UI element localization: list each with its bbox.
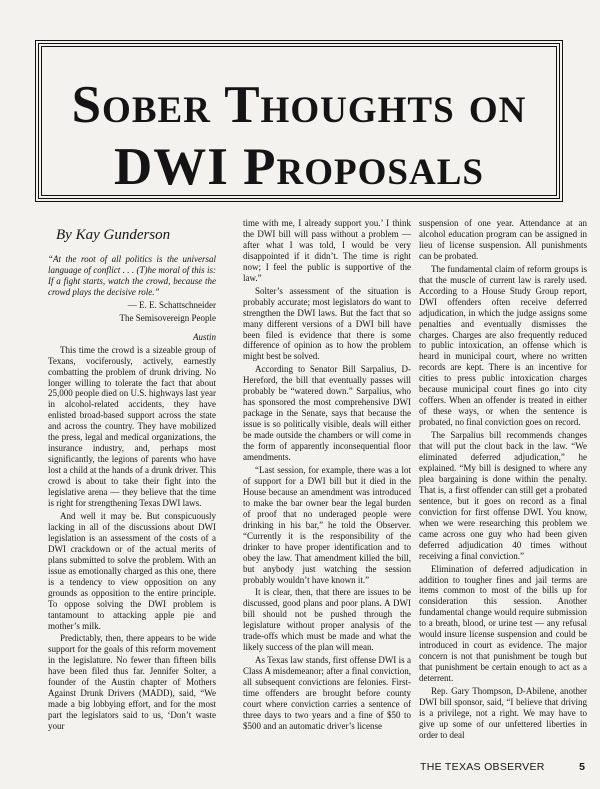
paragraph: This time the crowd is a sizeable group of Texans, vociferously, actively, earnestly combatting the problem of drunk driving. No longer willing to tolerate the fact that about 25,000 people died on U.S. highways last year in alcohol-related accidents, they have enlisted broad-based support across the state and across the country. They have mobilized the press, legal and medical organizations, the insurance industry, and, perhaps most significantly, the legions of parents who have lost a child at the hands of a drunk driver. This crowd is about to take their fight into the legislative arena — they believe that the time is right for strengthening Texas DWI laws. xyxy=(48,344,216,509)
headline-line-1: Sober Thoughts on xyxy=(71,76,527,134)
paragraph: As Texas law stands, first offense DWI is a Class A misdemeanor; after a final conviction, all subsequent convictions are felonies. First-time offenders are brought before county court where conviction carries a sentence of three days to two years and a fine of $50 to $500 and an automatic driver’s license xyxy=(243,655,411,731)
epigraph-author: — E. E. Schattschneider xyxy=(127,299,216,310)
paragraph: It is clear, then, that there are issues to be discussed, good plans and poor plans. A DWI bill should not be pushed through the legislature without proper analysis of the trade-offs which must be made and what the likely success of the plan will mean. xyxy=(243,587,411,653)
paragraph: The fundamental claim of reform groups is that the muscle of current law is rarely used. According to a House Study Group report, DWI offenders often receive deferred adjudication, in which the judge assigns some penalties and eventually dismisses the charges. Charges are also frequently reduced to public intoxication, an offense which is heard in municipal court, where no written records are kept. There is an incentive for cities to press public intoxication charges because municipal court fines go into city coffers. When an offender is treated in either of these ways, or when the sentence is probated, no final conviction goes on record. xyxy=(419,263,587,428)
column-1 xyxy=(48,222,216,734)
byline: By Kay Gunderson xyxy=(56,227,171,243)
paragraph: time with me, I already support you.’ I think the DWI bill will pass without a problem — after what I was told, I would be very disappointed if it didn’t. The time is right now; I feel the public is supportive of the law.” xyxy=(243,218,411,283)
epigraph-quote: “At the root of all politics is the universal language of conflict . . . (T)he moral of this is: If a fight starts, watch the crowd, because the crowd plays the decisive role.” xyxy=(48,254,216,297)
epigraph-source: The Semisovereign People xyxy=(119,312,216,323)
headline-line-2: DWI Proposals xyxy=(114,138,484,196)
publication-name: THE TEXAS OBSERVER xyxy=(420,761,545,773)
page-footer xyxy=(420,761,585,773)
paragraph: suspension of one year. Attendance at an alcohol education program can be assigned in lieu of license suspension. All punishments can be probated. xyxy=(419,218,587,261)
paragraph: Elimination of deferred adjudication in addition to tougher fines and jail terms are items common to most of the bills up for consideration this session. Another fundamental change would require submission to a breath, blood, or urine test — any refusal would insure license suspension and could be introduced in court as evidence. The major concern is not that punishment be tough but that punishment be certain enough to act as a deterrent. xyxy=(419,563,587,684)
title-box xyxy=(38,43,560,199)
dateline: Austin xyxy=(192,331,216,342)
paragraph: “Last session, for example, there was a lot of support for a DWI bill but it died in the House because an amendment was introduced to make the bar owner bear the legal burden of proof that no underaged people were drinking in his bar,” he told the Observer. “Currently it is the responsibility of the drinker to have proper identification and to obey the law. That amendment killed the bill, but anybody just watching the session probably wouldn’t have known it.” xyxy=(243,464,411,585)
column-2 xyxy=(243,218,411,734)
paragraph: Solter’s assessment of the situation is probably accurate; most legislators do want to strengthen the DWI laws. But the fact that so many different versions of a DWI bill have been filed is evidence that there is some difference of opinion as to how the problem might best be solved. xyxy=(243,285,411,362)
paragraph: The Sarpalius bill recommends changes that will put the clout back in the law. “We eliminated deferred adjudication,” he explained. “My bill is designed to where any plea bargaining is done within the penalty. That is, a first offender can still get a probated sentence, but it goes on record as a final conviction for first offense DWI. You know, when we were researching this problem we came across one guy who had been given deferred adjudication 40 times without receiving a final conviction.” xyxy=(419,430,587,561)
page-number: 5 xyxy=(579,761,585,773)
paragraph: And well it may be. But conspicuously lacking in all of the discussions about DWI legislation is an assessment of the costs of a DWI crackdown or of the actual merits of plans submitted to solve the problem. With an issue as emotionally charged as this one, there is a tendency to view opposition on any grounds as opposition to the entire principle. To oppose solving the DWI problem is tantamount to attacking apple pie and mother’s milk. xyxy=(48,510,216,631)
column-3 xyxy=(419,218,587,743)
paragraph: According to Senator Bill Sarpalius, D-Hereford, the bill that eventually passes will probably be “watered down.” Sarpalius, who has sponsored the most comprehensive DWI package in the Senate, says that because the issue is so politically visible, deals will either be made outside the chambers or will come in the form of apparently inconsequential floor amendments. xyxy=(243,364,411,463)
paragraph: Predictably, then, there appears to be wide support for the goals of this reform movement in the legislature. No fewer than fifteen bills have been filed thus far. Jennifer Solter, a founder of the Austin chapter of Mothers Against Drunk Drivers (MADD), said, “We made a big lobbying effort, and for the most part the legislators said to us, ‘Don’t waste your xyxy=(48,633,216,732)
paragraph: Rep. Gary Thompson, D-Abilene, another DWI bill sponsor, said, “I believe that driving is a privilege, not a right. We may have to give up some of our unfettered liberties in order to deal xyxy=(419,686,587,740)
